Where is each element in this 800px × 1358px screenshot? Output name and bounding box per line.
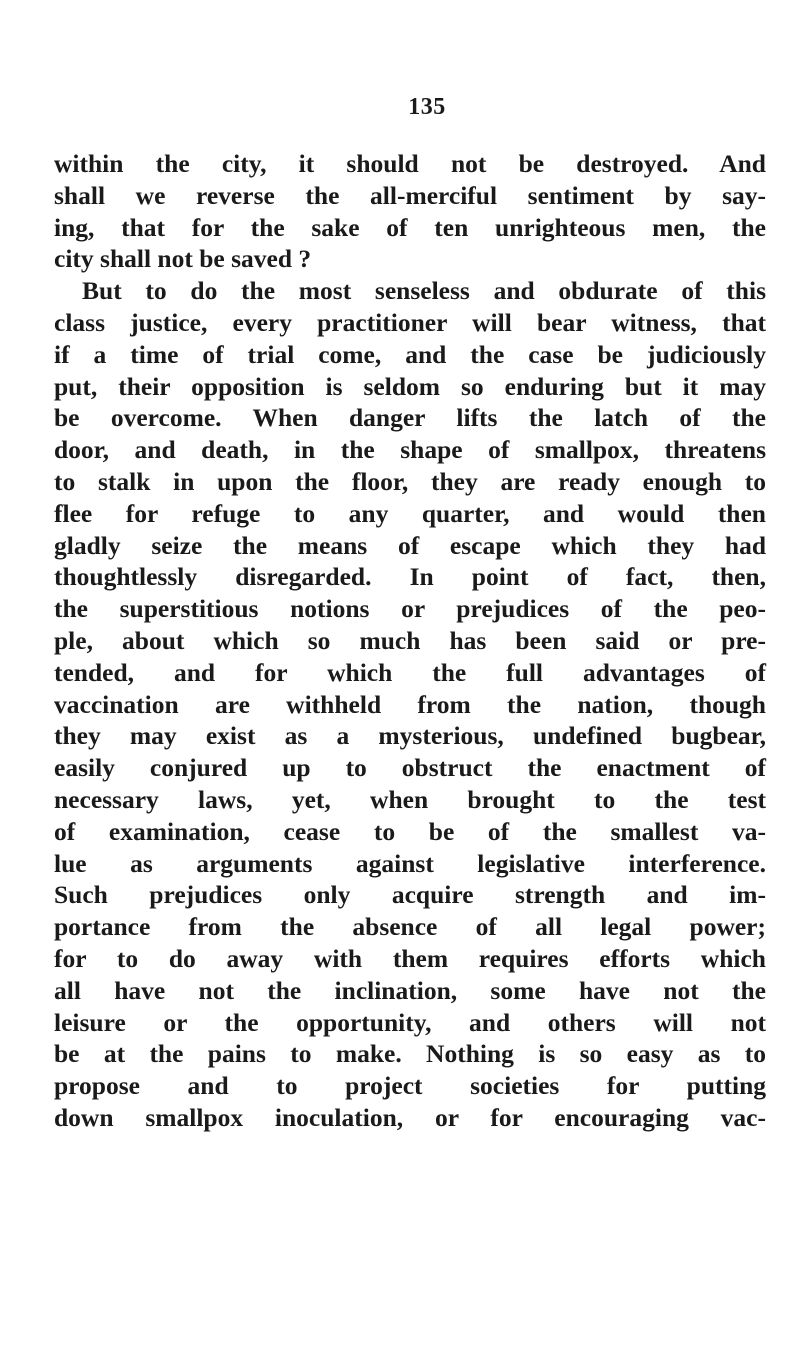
text-line: vaccination are withheld from the nation, though: [54, 689, 766, 719]
text-line: door, and death, in the shape of smallpox, threatens: [54, 435, 766, 465]
text-line: lue as arguments against legislative interference.: [54, 848, 766, 878]
text-line: tended, and for which the full advantages of: [54, 657, 766, 687]
text-line: ing, that for the sake of ten unrighteous men, the: [54, 212, 766, 242]
text-line: if a time of trial come, and the case be judiciously: [54, 339, 766, 369]
text-line: be overcome. When danger lifts the latch of the: [54, 403, 766, 433]
text-line: all have not the inclination, some have not the: [54, 975, 766, 1005]
text-line: thoughtlessly disregarded. In point of fact, then,: [54, 562, 766, 592]
text-line: necessary laws, yet, when brought to the test: [54, 784, 766, 814]
text-line: But to do the most senseless and obdurate of this: [82, 276, 766, 306]
text-line: put, their opposition is seldom so enduring but it may: [54, 371, 766, 401]
text-line: easily conjured up to obstruct the enactment of: [54, 753, 766, 783]
body-text: [54, 148, 766, 1134]
text-line: ple, about which so much has been said or pre-: [54, 625, 766, 655]
text-line: gladly seize the means of escape which they had: [54, 530, 766, 560]
text-line: propose and to project societies for putting: [54, 1071, 766, 1101]
text-line: shall we reverse the all-merciful sentiment by say-: [54, 180, 766, 210]
text-line: be at the pains to make. Nothing is so easy as to: [54, 1039, 766, 1069]
text-line: the superstitious notions or prejudices of the peo-: [54, 594, 766, 624]
text-line: down smallpox inoculation, or for encouraging vac-: [54, 1102, 766, 1132]
text-line: within the city, it should not be destroyed. And: [54, 149, 766, 178]
text-line: class justice, every practitioner will bear witness, that: [54, 307, 766, 337]
text-line: of examination, cease to be of the smallest va-: [54, 816, 766, 846]
text-line: for to do away with them requires efforts which: [54, 943, 766, 973]
text-line: to stalk in upon the floor, they are ready enough to: [54, 466, 766, 496]
page-number: 135: [408, 94, 446, 120]
text-line: leisure or the opportunity, and others will not: [54, 1007, 766, 1037]
text-line: city shall not be saved ?: [54, 244, 312, 274]
text-line: portance from the absence of all legal power;: [54, 912, 766, 942]
text-line: Such prejudices only acquire strength and im-: [54, 880, 766, 910]
text-line: they may exist as a mysterious, undefined bugbear,: [54, 721, 766, 751]
text-line: flee for refuge to any quarter, and would then: [54, 498, 766, 528]
